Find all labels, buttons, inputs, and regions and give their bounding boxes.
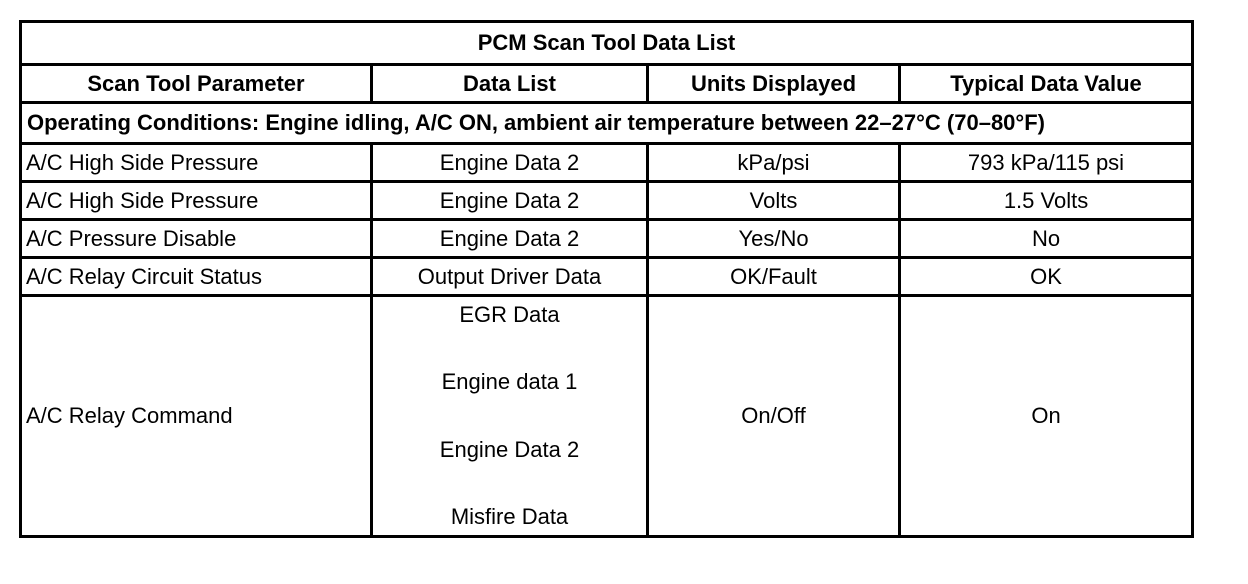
- units-cell: On/Off: [648, 296, 900, 537]
- data-list-stack: [377, 303, 642, 529]
- header-typical-data-value: Typical Data Value: [900, 65, 1193, 103]
- header-scan-tool-parameter: Scan Tool Parameter: [21, 65, 372, 103]
- parameter-cell: A/C Pressure Disable: [21, 220, 372, 258]
- typical-value-cell: 793 kPa/115 psi: [900, 144, 1193, 182]
- data-list-cell: Engine Data 2: [372, 144, 648, 182]
- table-header-row: [21, 65, 1193, 103]
- data-list-cell: [372, 296, 648, 537]
- data-list-item: Misfire Data: [450, 503, 569, 529]
- table-row: [21, 220, 1193, 258]
- table-row: [21, 258, 1193, 296]
- pcm-scan-tool-data-table: [19, 20, 1194, 538]
- typical-value-cell: OK: [900, 258, 1193, 296]
- typical-value-cell: 1.5 Volts: [900, 182, 1193, 220]
- operating-conditions-row: [21, 103, 1193, 144]
- data-list-item: EGR Data: [459, 302, 560, 327]
- data-list-item: Engine Data 2: [439, 436, 580, 462]
- typical-value-cell: On: [900, 296, 1193, 537]
- operating-conditions: Operating Conditions: Engine idling, A/C ON, ambient air temperature between 22–27°C (70–80°F): [21, 103, 1193, 144]
- data-list-cell: Engine Data 2: [372, 182, 648, 220]
- parameter-cell: A/C High Side Pressure: [21, 144, 372, 182]
- units-cell: Yes/No: [648, 220, 900, 258]
- table-row: [21, 182, 1193, 220]
- units-cell: Volts: [648, 182, 900, 220]
- parameter-cell: A/C Relay Command: [21, 296, 372, 537]
- units-cell: kPa/psi: [648, 144, 900, 182]
- table-row: [21, 144, 1193, 182]
- table-title: PCM Scan Tool Data List: [21, 22, 1193, 65]
- header-data-list: Data List: [372, 65, 648, 103]
- parameter-cell: A/C High Side Pressure: [21, 182, 372, 220]
- header-units-displayed: Units Displayed: [648, 65, 900, 103]
- data-list-item: Engine data 1: [441, 369, 578, 395]
- data-list-cell: Engine Data 2: [372, 220, 648, 258]
- typical-value-cell: No: [900, 220, 1193, 258]
- parameter-cell: A/C Relay Circuit Status: [21, 258, 372, 296]
- table-title-row: [21, 22, 1193, 65]
- data-list-cell: Output Driver Data: [372, 258, 648, 296]
- units-cell: OK/Fault: [648, 258, 900, 296]
- table-row: [21, 296, 1193, 537]
